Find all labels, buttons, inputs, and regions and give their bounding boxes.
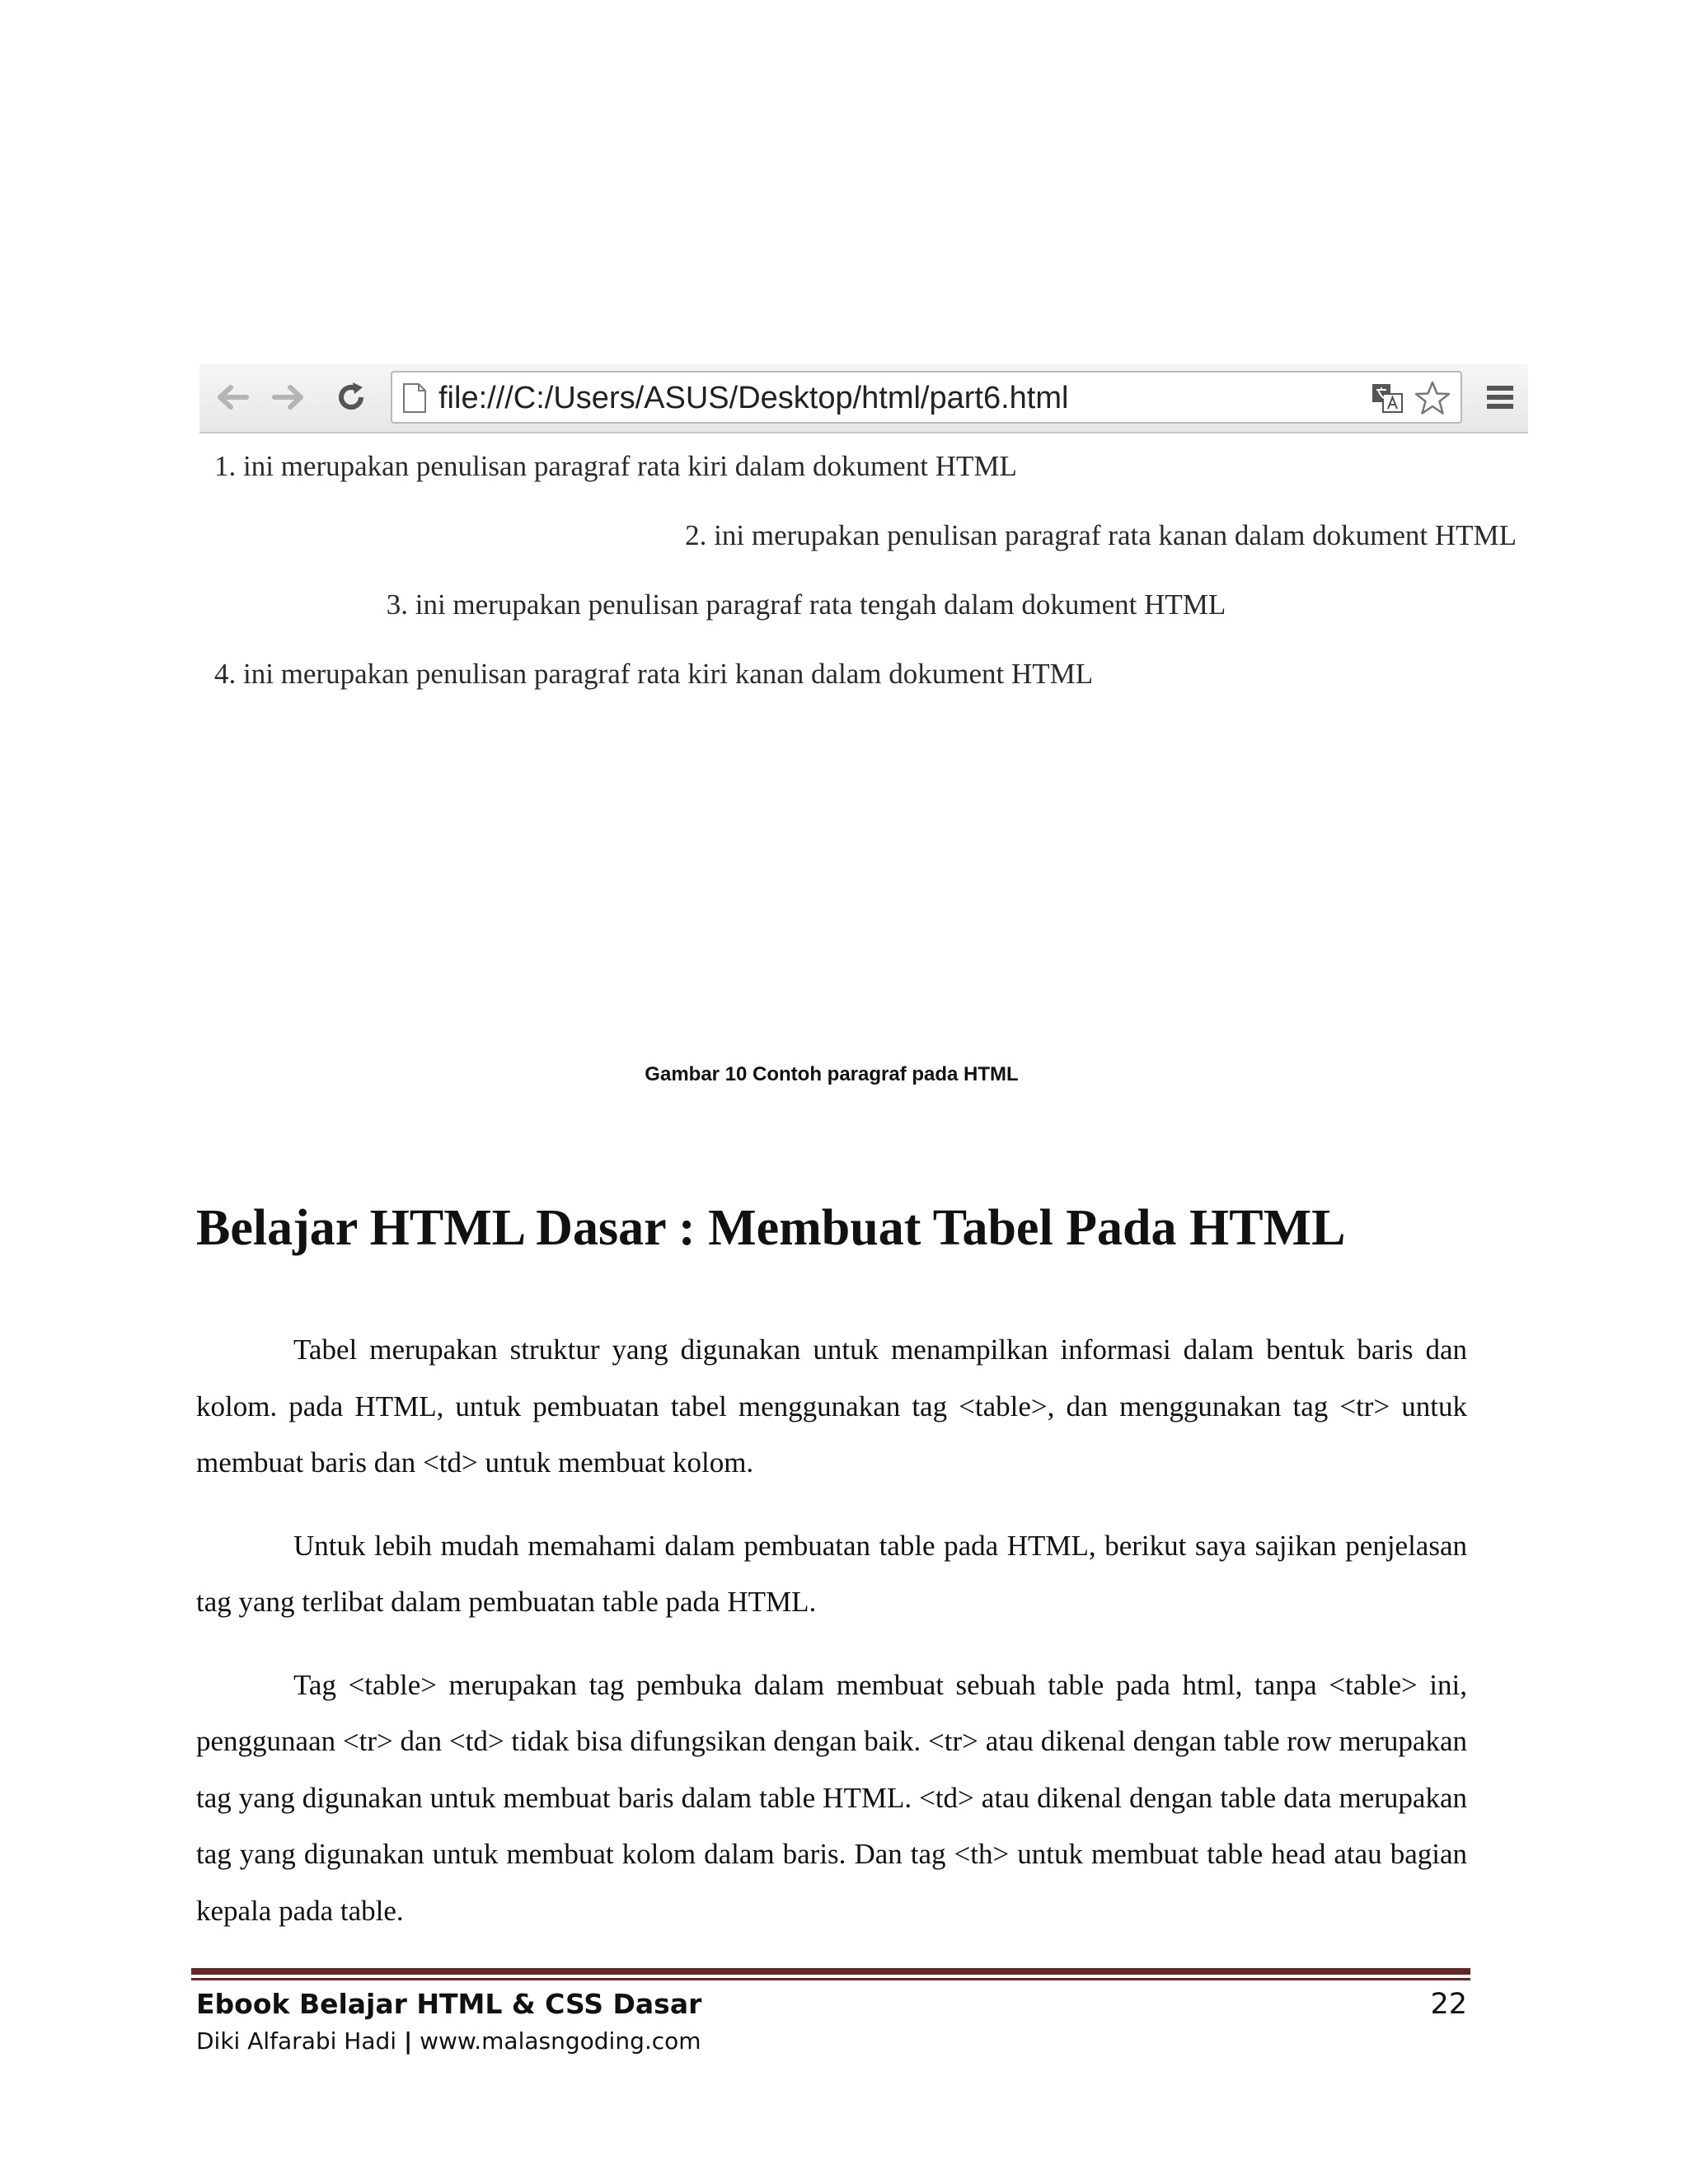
footer-website-link[interactable]: www.malasngoding.com — [420, 2027, 701, 2055]
page-icon — [402, 382, 427, 414]
page-number: 22 — [1430, 1988, 1467, 2021]
footer-credits — [196, 2026, 701, 2057]
star-icon[interactable] — [1414, 381, 1451, 415]
body-paragraph: Tag <table> merupakan tag pembuka dalam membuat sebuah table pada html, tanpa <table> ini, penggunaan <tr> dan <td> tidak bisa difungsikan dengan baik. <tr> atau dikenal dengan table row merupakan tag yang digunakan untuk membuat baris dalam table HTML. <td> atau dikenal dengan table data merupakan tag yang digunakan untuk membuat kolom dalam baris. Dan tag <th> untuk membuat table head atau bagian kepala pada table. — [196, 1668, 1467, 1927]
hamburger-menu-icon[interactable] — [1485, 382, 1515, 412]
arrow-left-icon[interactable] — [211, 376, 254, 419]
address-bar[interactable] — [391, 371, 1462, 424]
browser-viewport — [199, 434, 1528, 735]
section-heading: Belajar HTML Dasar : Membuat Tabel Pada HTML — [196, 1200, 1346, 1256]
figure-caption: Gambar 10 Contoh paragraf pada HTML — [645, 1063, 1019, 1085]
footer-book-title: Ebook Belajar HTML & CSS Dasar — [196, 1988, 702, 2020]
url-text: file:///C:/Users/ASUS/Desktop/html/part6.html — [438, 381, 1069, 415]
footer-divider — [191, 1968, 1470, 1975]
footer-divider-thin — [191, 1978, 1470, 1980]
browser-toolbar — [199, 364, 1528, 434]
paragraph-align-center: 3. ini merupakan penulisan paragraf rata tengah dalam dokument HTML — [386, 588, 1226, 621]
paragraph-align-right: 2. ini merupakan penulisan paragraf rata kanan dalam dokument HTML — [685, 519, 1517, 551]
body-paragraph: Tabel merupakan struktur yang digunakan untuk menampilkan informasi dalam bentuk baris dan kolom. pada HTML, untuk pembuatan tabel menggunakan tag <table>, dan menggunakan tag <tr> untuk membuat baris dan <td> untuk membuat kolom. — [196, 1333, 1467, 1479]
arrow-right-icon[interactable] — [267, 376, 310, 419]
body-paragraph: Untuk lebih mudah memahami dalam pembuatan table pada HTML, berikut saya sajikan penjelasan tag yang terlibat dalam pembuatan table pada HTML. — [196, 1529, 1467, 1618]
paragraph-align-justify: 4. ini merupakan penulisan paragraf rata kiri kanan dalam dokument HTML — [214, 658, 1094, 690]
section-body — [196, 1322, 1467, 1966]
reload-icon[interactable] — [330, 376, 373, 419]
paragraph-align-left: 1. ini merupakan penulisan paragraf rata kiri dalam dokument HTML — [214, 450, 1017, 482]
translate-icon[interactable] — [1372, 383, 1403, 413]
footer-separator: | — [403, 2027, 413, 2055]
footer-author: Diki Alfarabi Hadi — [196, 2027, 397, 2055]
browser-screenshot-figure — [199, 364, 1528, 735]
